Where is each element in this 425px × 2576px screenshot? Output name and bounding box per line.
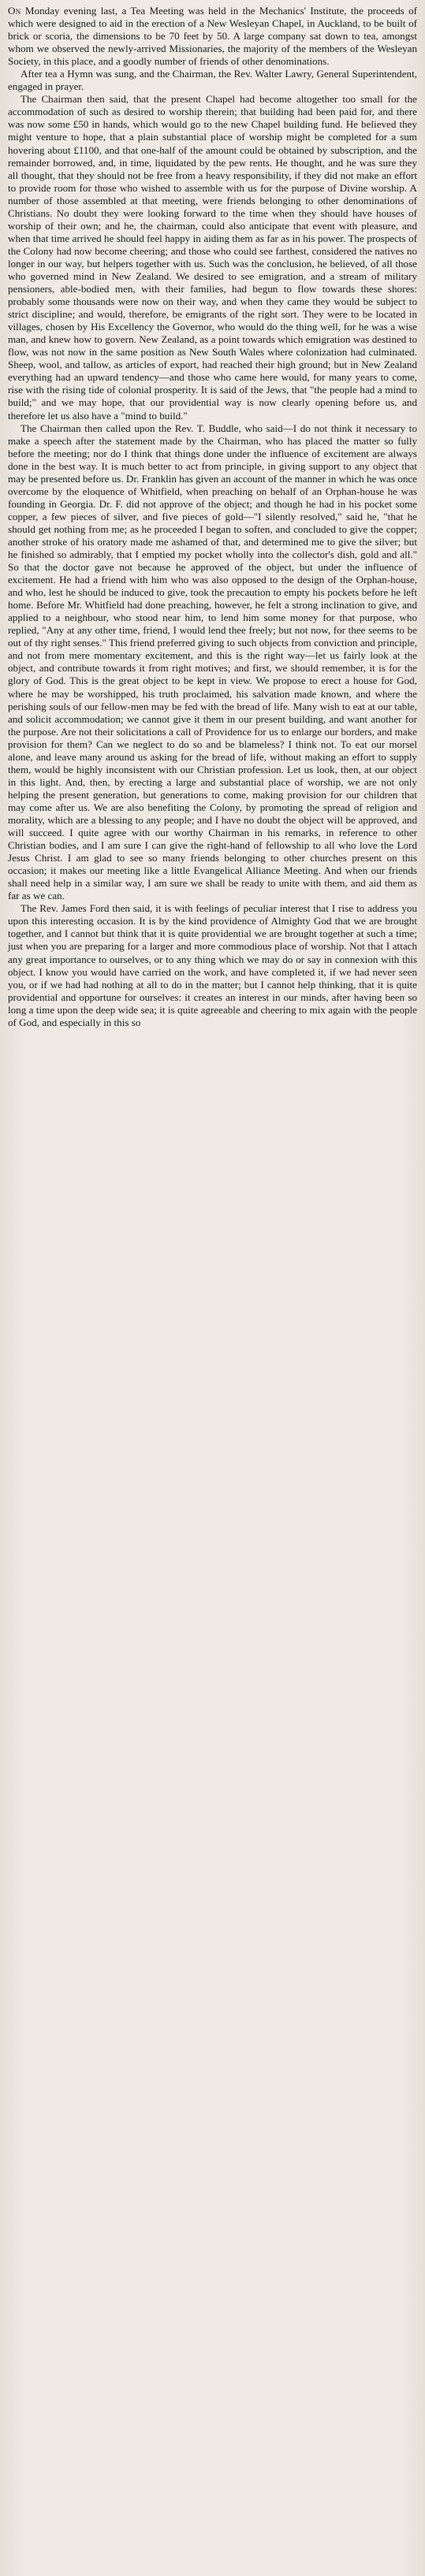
article-column — [8, 5, 417, 1029]
article-paragraph-1 — [8, 5, 417, 68]
article-paragraph-2: After tea a Hymn was sung, and the Chairman, the Rev. Walter Lawry, General Superintendent, engaged in prayer. — [8, 68, 417, 93]
article-paragraph-5: The Rev. James Ford then said, it is with feelings of peculiar interest that I rise to address you upon this interesting occasion. It is by the kind providence of Almighty God that we are brought together, and I cannot but think that it is quite providential we are brought together at such a time; just when you are preparing for a larger and more commodious place of worship. Not that I attach any great importance to ourselves, or to any thing which we may do or say in connexion with this object. I know you would have carried on the work, and have completed it, if we had never seen you, or if we had had nothing at all to do in the matter; but I cannot help thinking, that it is quite providential and opportune for ourselves: it creates an interest in our minds, after having been so long a time upon the deep wide sea; it is quite agreeable and cheering to mix again with the people of God, and especially in this so — [8, 902, 417, 1028]
article-paragraph-4: The Chairman then called upon the Rev. T. Buddle, who said—I do not think it necessary to make a speech after the statement made by the Chairman, who has placed the matter so fully before the meeting; nor do I think that things done under the influence of excitement are always done in the best way. It is much better to act from principle, in giving support to any object that may be presented before us. Dr. Franklin has given an account of the manner in which he was once overcome by the eloquence of Whitfield, when preaching on behalf of an Orphan-house he was founding in Georgia. Dr. F. did not approve of the object; and though he had in his pocket some copper, a few pieces of silver, and five pieces of gold—"I silently resolved," said he, "that he should get nothing from me; as he proceeded I began to soften, and concluded to give the copper; another stroke of his oratory made me ashamed of that, and determined me to give the silver; but he finished so admirably, that I emptied my pocket wholly into the collector's dish, gold and all." So that the doctor gave not because he approved of the object, but under the influence of excitement. He had a friend with him who was also opposed to the design of the Orphan-house, and who, lest he should be induced to give, took the precaution to empty his pockets before he left home. Before Mr. Whitfield had done preaching, however, he felt a strong inclination to give, and applied to a neighbour, who stood near him, to lend him some money for that purpose, who replied, "Any at any other time, friend, I would lend thee freely; but not now, for thee seems to be out of thy right senses." This friend preferred giving to such objects from conviction and principle, and not from mere momentary excitement, and this is the right way—let us fairly look at the object, and contribute towards it from right motives; and first, we should remember, it is for the glory of God. This is the great object to be kept in view. We propose to erect a house for God, where he may be worshipped, his truth proclaimed, his salvation made known, and where the perishing souls of our fellow-men may be fed with the bread of life. Many wish to eat at our table, and solicit accommodation; we cannot give it them in our present building, and want another for the purpose. Are not their solicitations a call of Providence for us to enlarge our borders, and make provision for them? Can we neglect to do so and be blameless? I think not. To eat our morsel alone, and leave many around us asking for the bread of life, without making an effort to supply them, would be highly inconsistent with our Christian profession. Let us look, then, at our object in this light. And, then, by erecting a large and substantial place of worship, we are not only helping the present generation, but generations to come, making provision for our children that may come after us. We are also benefiting the Colony, by promoting the spread of religion and morality, which are a blessing to any people; and I have no doubt the object will be approved, and will succeed. I quite agree with our worthy Chairman in his remarks, in reference to other Christian bodies, and I am sure I can give the right-hand of fellowship to all who love the Lord Jesus Christ. I am glad to see so many friends belonging to other churches present on this occasion; it makes our meeting like a little Evangelical Alliance Meeting. And when our friends shall need help in a similar way, I am sure we shall be ready to unite with them, and aid them as far as we can. — [8, 422, 417, 902]
article-first-word: On — [8, 5, 21, 17]
article-paragraph-3: The Chairman then said, that the present Chapel had become altogether too small for the accommodation of such as desired to worship therein; that building had been paid for, and there was now some £50 in hands, which would go to the new Chapel building fund. He believed they might venture to hope, that a plain substantial place of worship might be completed for a sum hovering about £1100, and that one-half of the amount could be obtained by subscription, and the remainder borrowed, and, in time, liquidated by the pew rents. He thought, and he was sure they all thought, that they should not be free from a heavy responsibility, if they did not make an effort to provide room for those who wished to assemble with us for the purpose of Divine worship. A number of those assembled at that meeting, were friends belonging to other denominations of Christians. No doubt they were looking forward to the time when they should have houses of worship of their own; and he, the chairman, could also anticipate that event with pleasure, and when that time arrived he should feel happy in aiding them as far as in his power. The prospects of the Colony had now become cheering; and those who could see farthest, considered the natives no longer in our way, but helpers together with us. Such was the conclusion, he believed, of all those who governed mind in New Zealand. We desired to see emigration, and a stream of military pensioners, able-bodied men, with their families, had begun to flow towards these shores: probably some thousands were now on their way, and when they came they would be subject to strict discipline; and would, therefore, be emigrants of the right sort. They were to be located in villages, chosen by His Excellency the Governor, who would do the thing well, for he was a wise man, and knew how to govern. New Zealand, as a point towards which emigration was destined to flow, was not now in the same position as New South Wales where colonization had culminated. Sheep, wool, and tallow, as articles of export, had reached their high ground; but in New Zealand everything had an upward tendency—and those who came here would, for many years to come, rise with the rising tide of colonial prosperity. It is said of the Jews, that "the people had a mind to build;" and we may hope, that our providential way is now clearly opening before us, and therefore let us also have a "mind to build." — [8, 93, 417, 422]
article-paragraph-1-text: Monday evening last, a Tea Meeting was held in the Mechanics' Institute, the proceeds of which were designed to aid in the erection of a New Wesleyan Chapel, in Auckland, to be built of brick or scoria, the dimensions to be 70 feet by 50. A large company sat down to tea, amongst whom we observed the newly-arrived Missionaries, the majority of the members of the Wesleyan Society, in this place, and a goodly number of friends of other denominations. — [8, 5, 418, 68]
